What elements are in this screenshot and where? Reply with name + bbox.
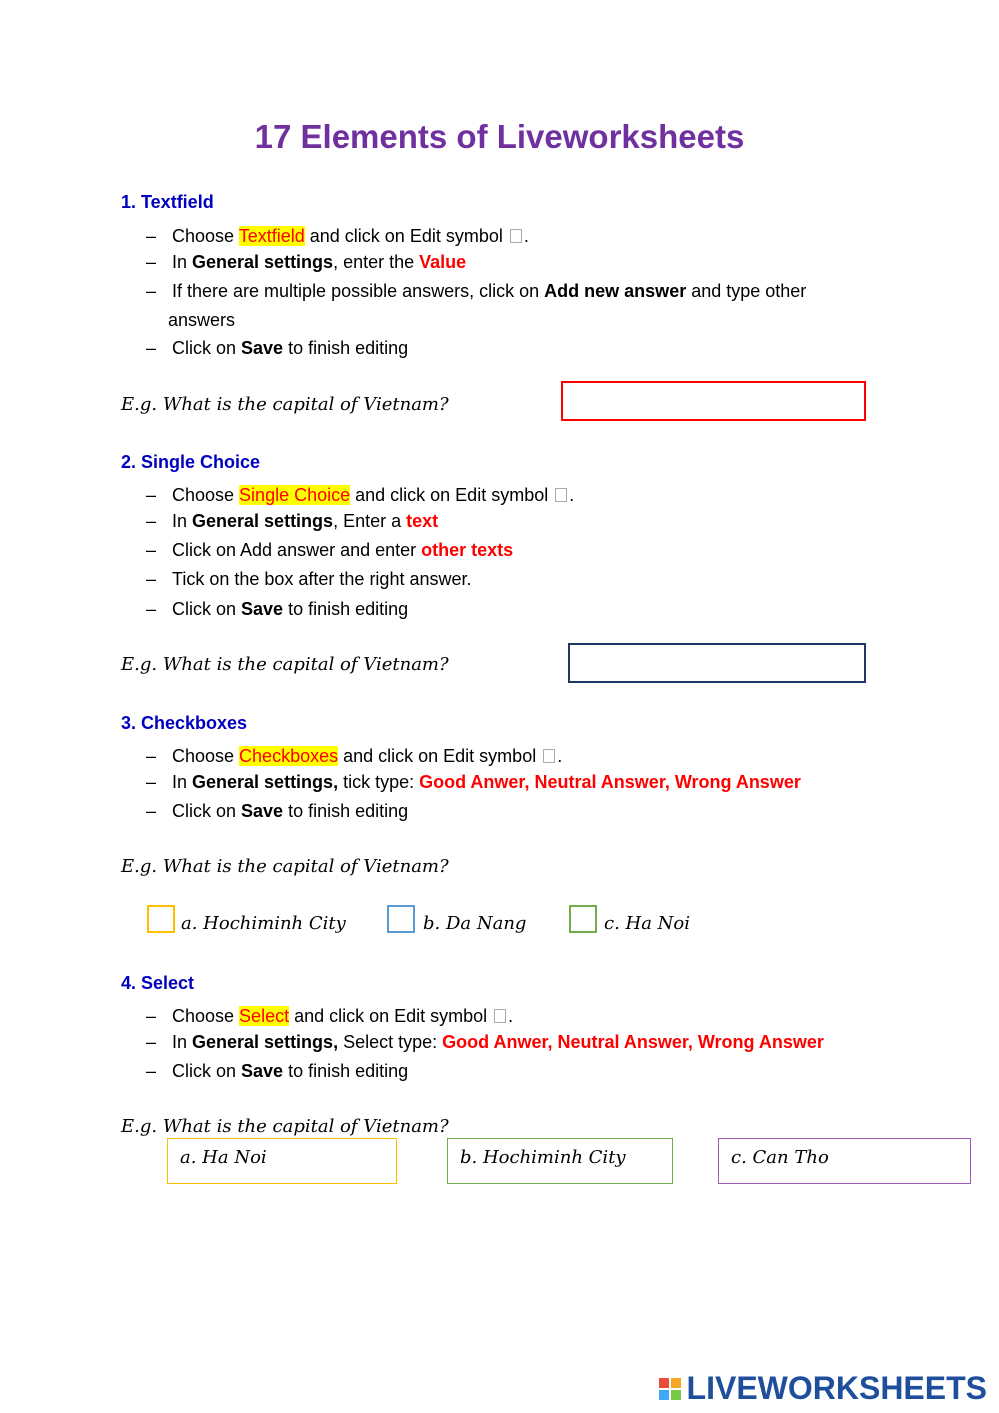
section-heading-textfield: 1. Textfield <box>121 192 214 212</box>
step: – If there are multiple possible answers, click on Add new answer and type other <box>146 281 807 301</box>
step: – Choose Checkboxes and click on Edit symbol . <box>146 746 563 766</box>
step: – In General settings, Enter a text <box>146 511 439 531</box>
example-question: E.g. What is the capital of Vietnam? <box>121 654 449 675</box>
step: – Tick on the box after the right answer. <box>146 569 472 589</box>
section-heading-select: 4. Select <box>121 973 195 993</box>
edit-symbol-icon <box>555 488 567 502</box>
brand-wordmark: LIVEWORKSHEETS <box>686 1370 987 1406</box>
section-heading-checkboxes: 3. Checkboxes <box>121 713 248 733</box>
edit-symbol-icon <box>510 229 522 243</box>
example-question: E.g. What is the capital of Vietnam? <box>121 856 449 877</box>
checkbox-option-label: a. Hochiminh City <box>181 913 346 934</box>
example-question: E.g. What is the capital of Vietnam? <box>121 394 449 415</box>
step: – Choose Textfield and click on Edit symbol . <box>146 226 529 246</box>
select-option-a[interactable]: a. Ha Noi <box>167 1138 397 1184</box>
step: – In General settings, enter the Value <box>146 252 467 272</box>
page-title: 17 Elements of Liveworksheets <box>254 118 745 155</box>
checkbox-c[interactable] <box>569 905 597 933</box>
step: – In General settings, tick type: Good Anwer, Neutral Answer, Wrong Answer <box>146 772 801 792</box>
step: – Click on Save to finish editing <box>146 338 409 358</box>
edit-symbol-icon <box>543 749 555 763</box>
checkbox-option-label: c. Ha Noi <box>604 913 691 934</box>
step-continuation: answers <box>168 310 236 330</box>
step: – Click on Save to finish editing <box>146 1061 409 1081</box>
step: – Click on Save to finish editing <box>146 599 409 619</box>
select-option-c[interactable]: c. Can Tho <box>718 1138 971 1184</box>
step: – Click on Add answer and enter other texts <box>146 540 514 560</box>
step: – Click on Save to finish editing <box>146 801 409 821</box>
liveworksheets-logo-icon <box>659 1378 681 1400</box>
step: – Choose Single Choice and click on Edit symbol . <box>146 485 575 505</box>
edit-symbol-icon <box>494 1009 506 1023</box>
select-option-b[interactable]: b. Hochiminh City <box>447 1138 673 1184</box>
section-heading-single-choice: 2. Single Choice <box>121 452 261 472</box>
step: – In General settings, Select type: Good Anwer, Neutral Answer, Wrong Answer <box>146 1032 824 1052</box>
example-question: E.g. What is the capital of Vietnam? <box>121 1116 449 1137</box>
checkbox-option-label: b. Da Nang <box>423 913 527 934</box>
checkbox-b[interactable] <box>387 905 415 933</box>
step: – Choose Select and click on Edit symbol . <box>146 1006 514 1026</box>
checkbox-a[interactable] <box>147 905 175 933</box>
textfield-answer-box[interactable] <box>561 381 866 421</box>
single-choice-answer-box[interactable] <box>568 643 866 683</box>
liveworksheets-logo <box>659 1370 987 1407</box>
